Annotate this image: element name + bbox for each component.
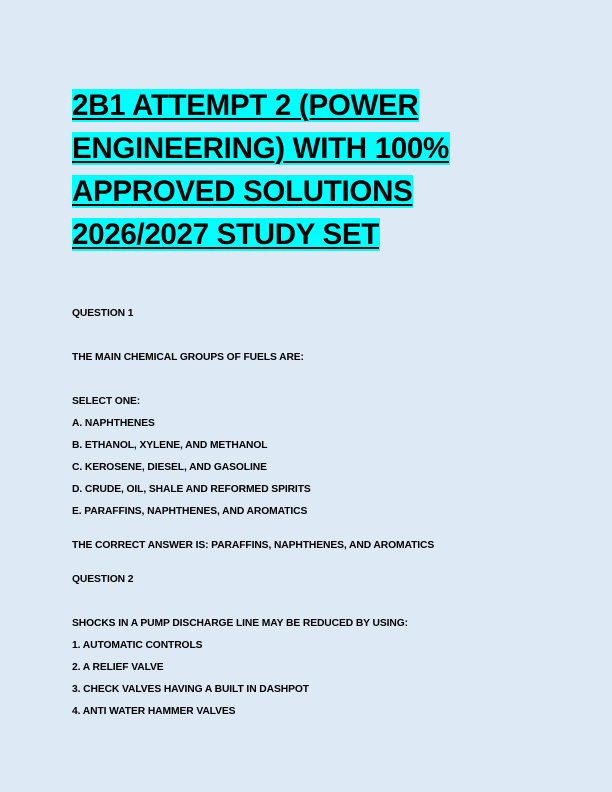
document-title <box>72 84 542 256</box>
title-line-text: 2B1 ATTEMPT 2 (POWER <box>72 89 419 122</box>
question-2-option-3: 3. CHECK VALVES HAVING A BUILT IN DASHPOT <box>72 684 309 695</box>
question-2-heading: QUESTION 2 <box>72 574 134 585</box>
question-1-option-a: A. NAPHTHENES <box>72 418 155 429</box>
title-line <box>72 213 542 256</box>
question-1-option-c: C. KEROSENE, DIESEL, AND GASOLINE <box>72 462 267 473</box>
title-line <box>72 84 542 127</box>
question-2-option-2: 2. A RELIEF VALVE <box>72 662 164 673</box>
question-1-option-e: E. PARAFFINS, NAPHTHENES, AND AROMATICS <box>72 506 308 517</box>
question-1-option-d: D. CRUDE, OIL, SHALE AND REFORMED SPIRITS <box>72 484 311 495</box>
title-line-text: 2026/2027 STUDY SET <box>72 218 379 251</box>
question-1-option-b: B. ETHANOL, XYLENE, AND METHANOL <box>72 440 268 451</box>
question-1-select-label: SELECT ONE: <box>72 396 141 407</box>
title-line <box>72 170 542 213</box>
question-2-option-4: 4. ANTI WATER HAMMER VALVES <box>72 706 236 717</box>
question-1-heading: QUESTION 1 <box>72 308 134 319</box>
question-2-option-1: 1. AUTOMATIC CONTROLS <box>72 640 203 651</box>
title-line-text: ENGINEERING) WITH 100% <box>72 132 449 165</box>
question-1-answer: THE CORRECT ANSWER IS: PARAFFINS, NAPHTHENES, AND AROMATICS <box>72 540 435 551</box>
question-1-prompt: THE MAIN CHEMICAL GROUPS OF FUELS ARE: <box>72 352 304 363</box>
title-line <box>72 127 542 170</box>
question-2-prompt: SHOCKS IN A PUMP DISCHARGE LINE MAY BE REDUCED BY USING: <box>72 618 408 629</box>
title-line-text: APPROVED SOLUTIONS <box>72 175 413 208</box>
